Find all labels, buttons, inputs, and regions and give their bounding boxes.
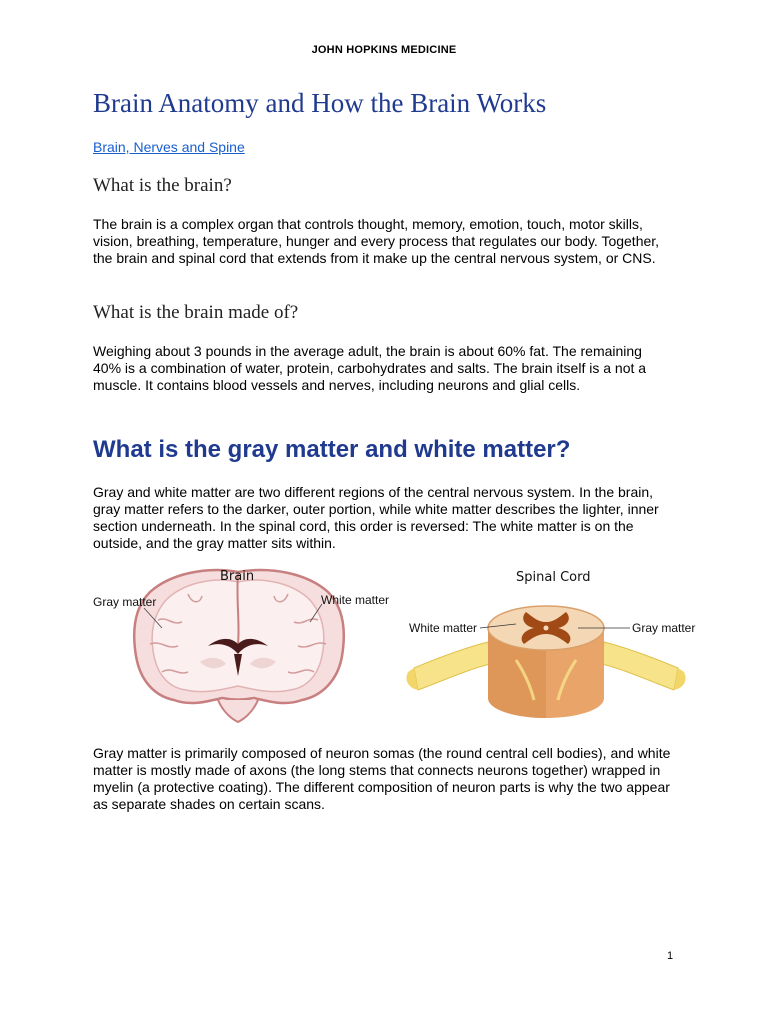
page-number: 1 — [667, 950, 674, 962]
brain-title: Brain — [220, 569, 255, 584]
brain-spinal-cord-illustration — [88, 560, 703, 730]
spinal-gray-matter-label: Gray matter — [632, 621, 696, 635]
document-header: JOHN HOPKINS MEDICINE — [311, 44, 457, 56]
section-body-composition: Gray matter is primarily composed of neuron somas (the round central cell bodies), and white matter is mostly made of axons (the long stems that connects neurons together) wrapped in myelin (a protective coating). The different composition of neuron parts is why the two appear as separate shades on certain scans. — [93, 745, 671, 812]
page-title: Brain Anatomy and How the Brain Works — [93, 88, 547, 118]
section-body-gray-white-matter: Gray and white matter are two different regions of the central nervous system. In the brain, gray matter refers to the darker, outer portion, while white matter describes the lighter, inner section underneath. In the spinal cord, this order is reversed: The white matter is on the outside, and the gray matter sits within. — [93, 484, 659, 551]
section-heading-gray-white-matter: What is the gray matter and white matter? — [93, 436, 571, 463]
section-body-brain-made-of: Weighing about 3 pounds in the average adult, the brain is about 60% fat. The remaining 40% is a combination of water, protein, carbohydrates and salts. The brain itself is a not a muscle. It contains blood vessels and nerves, including neurons and glial cells. — [93, 343, 647, 393]
brain-white-matter-label: White matter — [321, 593, 390, 607]
brain-cross-section-image — [134, 570, 344, 722]
spinal-cord-title: Spinal Cord — [516, 570, 591, 585]
category-link[interactable]: Brain, Nerves and Spine — [93, 139, 245, 155]
section-body-what-is-brain: The brain is a complex organ that controls thought, memory, emotion, touch, motor skills, vision, breathing, temperature, hunger and every process that regulates our body. Together, the brain and spinal cord that extends from it make up the central nervous system, or CNS. — [93, 216, 660, 266]
spinal-white-matter-label: White matter — [409, 621, 478, 635]
brain-gray-matter-label: Gray matter — [93, 595, 157, 609]
section-heading-brain-made-of: What is the brain made of? — [93, 302, 299, 323]
section-heading-what-is-brain: What is the brain? — [93, 175, 232, 196]
